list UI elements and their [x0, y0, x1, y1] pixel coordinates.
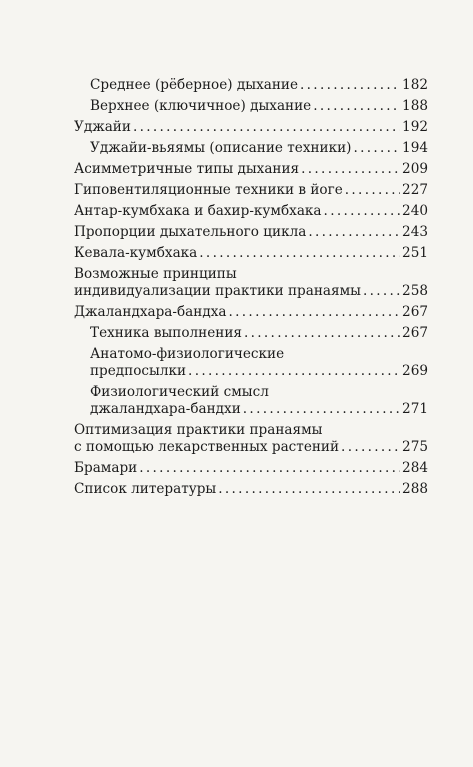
toc-entry	[74, 202, 428, 220]
toc-entry	[90, 362, 428, 380]
toc-entry	[90, 97, 428, 115]
leader-dots	[139, 459, 400, 477]
toc-entry-page: 243	[402, 224, 428, 240]
toc-entry	[74, 459, 428, 477]
toc-entry	[74, 160, 428, 178]
toc-entry-page: 251	[402, 245, 428, 261]
leader-dots	[244, 324, 400, 342]
leader-dots	[345, 181, 400, 199]
toc-entry	[74, 480, 428, 498]
toc-entry	[74, 118, 428, 136]
leader-dots	[341, 438, 400, 456]
toc-entry-page: 267	[402, 325, 428, 341]
toc-entry	[90, 400, 428, 418]
toc-entry-title: Пропорции дыхательного цикла	[74, 224, 307, 240]
toc-entry-title: Техника выполнения	[90, 325, 242, 341]
leader-dots	[133, 118, 400, 136]
toc-entry-title: индивидуализации практики пранаямы	[74, 283, 361, 299]
toc-entry-title-line1: Анатомо-физиологические	[90, 346, 285, 362]
toc-entry-title: Антар-кумбхака и бахир-кумбхака	[74, 203, 322, 219]
leader-dots	[229, 303, 401, 321]
toc-entry-title-line1: Физиологический смысл	[90, 384, 269, 400]
toc-entry-title: Брамари	[74, 460, 138, 476]
toc-entry-title-line1: Возможные принципы	[74, 266, 237, 282]
toc-entry-page: 267	[402, 304, 428, 320]
leader-dots	[301, 160, 400, 178]
leader-dots	[188, 362, 400, 380]
toc-entry-title: Уджайи-вьяямы (описание техники)	[90, 140, 352, 156]
toc-entry-page: 194	[402, 140, 428, 156]
toc-entry-title-line1: Оптимизация практики пранаямы	[74, 422, 323, 438]
toc-entry-page: 240	[402, 203, 428, 219]
toc-entry-page: 288	[402, 481, 428, 497]
toc-entry	[74, 181, 428, 199]
toc-entry-page: 227	[402, 182, 428, 198]
toc-entry	[90, 139, 428, 157]
toc-entry-title: Асимметричные типы дыхания	[74, 161, 300, 177]
leader-dots	[199, 244, 400, 262]
toc-entry-page: 271	[402, 401, 428, 417]
leader-dots	[353, 139, 400, 157]
leader-dots	[363, 282, 400, 300]
toc-entry-title: Список литературы	[74, 481, 217, 497]
toc-entry-title: джаландхара-бандхи	[90, 401, 241, 417]
toc-entry-page: 182	[402, 77, 428, 93]
toc-entry	[90, 324, 428, 342]
toc-entry-title: Гиповентиляционные техники в йоге	[74, 182, 343, 198]
toc-entry-page: 188	[402, 98, 428, 114]
toc-entry-page: 284	[402, 460, 428, 476]
toc-entry-page: 269	[402, 363, 428, 379]
toc-entry	[90, 76, 428, 94]
toc-entry-title: Джаландхара-бандха	[74, 304, 227, 320]
leader-dots	[313, 97, 400, 115]
toc-entry-page: 275	[402, 439, 428, 455]
leader-dots	[324, 202, 401, 220]
toc-entry-title: Кевала-кумбхака	[74, 245, 198, 261]
toc-entry	[74, 438, 428, 456]
toc-entry-page: 192	[402, 119, 428, 135]
toc-entry-title: Среднее (рёберное) дыхание	[90, 77, 299, 93]
leader-dots	[308, 223, 400, 241]
toc-entry	[74, 303, 428, 321]
toc-entry	[74, 244, 428, 262]
toc-entry-page: 209	[402, 161, 428, 177]
toc-entry-title: с помощью лекарственных растений	[74, 439, 340, 455]
leader-dots	[243, 400, 400, 418]
toc-entry-title: Уджайи	[74, 119, 131, 135]
toc-entry	[74, 282, 428, 300]
leader-dots	[218, 480, 400, 498]
toc-entry	[74, 223, 428, 241]
leader-dots	[300, 76, 400, 94]
toc-entry-title: Верхнее (ключичное) дыхание	[90, 98, 312, 114]
toc-entry-title: предпосылки	[90, 363, 187, 379]
toc-entry-page: 258	[402, 283, 428, 299]
